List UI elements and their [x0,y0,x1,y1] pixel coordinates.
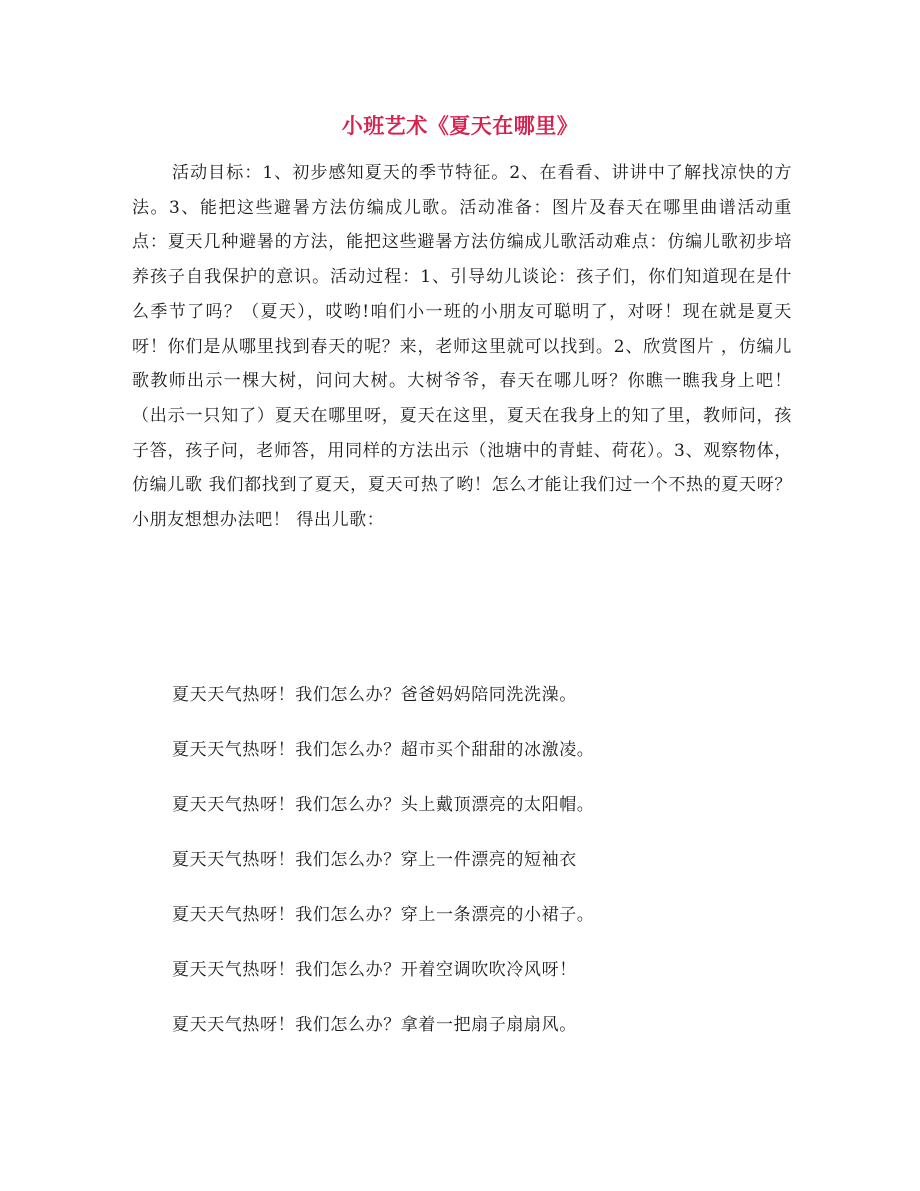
rhyme-line: 夏天天气热呀！我们怎么办？拿着一把扇子扇扇风。 [172,1015,577,1035]
activity-description: 活动目标：1、初步感知夏天的季节特征。2、在看看、讲讲中了解找凉快的方法。3、能把这些避暑方法仿编成儿歌。活动准备：图片及春天在哪里曲谱活动重点：夏天几种避暑的方法，能把这些避暑方法仿编成儿歌活动难点：仿编儿歌初步培养孩子自我保护的意识。活动过程：1、引导幼儿谈论：孩子们，你们知道现在是什么季节了吗？（夏天），哎哟!咱们小一班的小朋友可聪明了，对呀！现在就是夏天呀！你们是从哪里找到春天的呢？来，老师这里就可以找到。2、欣赏图片 ，仿编儿歌教师出示一棵大树，问问大树。大树爷爷，春天在哪儿呀？你瞧一瞧我身上吧！（出示一只知了）夏天在哪里呀，夏天在这里，夏天在我身上的知了里，教师问，孩子答，孩子问，老师答，用同样的方法出示（池塘中的青蛙、荷花）。3、观察物体，仿编儿歌 我们都找到了夏天，夏天可热了哟！怎么才能让我们过一个不热的夏天呀？小朋友想想办法吧！ 得出儿歌： [132,163,792,531]
rhyme-list [172,678,792,1063]
rhyme-line: 夏天天气热呀！我们怎么办？头上戴顶漂亮的太阳帽。 [172,795,595,815]
rhyme-line: 夏天天气热呀！我们怎么办？穿上一条漂亮的小裙子。 [172,905,595,925]
rhyme-line: 夏天天气热呀！我们怎么办？开着空调吹吹冷风呀！ [172,960,577,980]
rhyme-line: 夏天天气热呀！我们怎么办？超市买个甜甜的冰激凌。 [172,740,595,760]
document-title: 小班艺术《夏天在哪里》 [341,114,579,138]
rhyme-line: 夏天天气热呀！我们怎么办？爸爸妈妈陪同洗洗澡。 [172,685,577,705]
rhyme-line: 夏天天气热呀！我们怎么办？穿上一件漂亮的短袖衣 [172,850,577,870]
